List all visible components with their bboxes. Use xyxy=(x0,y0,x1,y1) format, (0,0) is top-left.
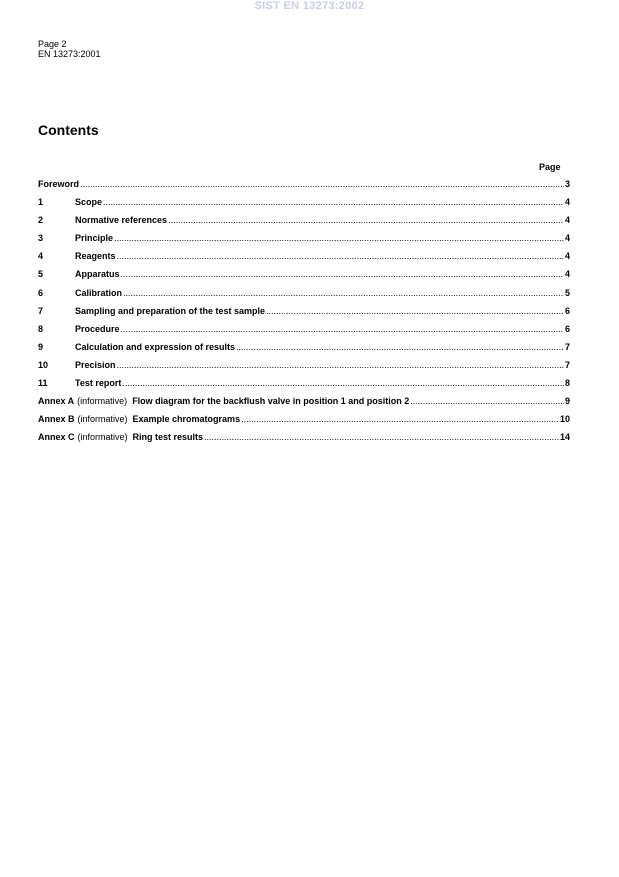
toc-entry-title: Example chromatograms xyxy=(132,414,241,425)
toc-entry-page: 8 xyxy=(564,378,570,389)
dot-leader xyxy=(103,197,564,207)
dot-leader xyxy=(117,360,564,370)
toc-entry-title: Calculation and expression of results xyxy=(75,341,236,352)
annex-label: Annex A xyxy=(38,396,75,407)
page-column-label: Page xyxy=(539,162,561,172)
dot-leader xyxy=(168,215,564,225)
toc-entry-page: 4 xyxy=(564,197,570,208)
toc-entry-1[interactable] xyxy=(38,197,570,215)
toc-entry-page: 7 xyxy=(564,341,570,352)
toc-entry-page: 7 xyxy=(564,359,570,370)
toc-entry-page: 14 xyxy=(559,432,570,443)
toc-entry-title: Ring test results xyxy=(132,432,204,443)
dot-leader xyxy=(121,324,564,334)
toc-entry-11[interactable] xyxy=(38,378,570,396)
dot-leader xyxy=(117,251,564,261)
toc-entry-number: 3 xyxy=(38,233,44,244)
toc-entry-number: 7 xyxy=(38,305,44,316)
toc-entry-2[interactable] xyxy=(38,215,570,233)
dot-leader xyxy=(80,179,564,189)
toc-entry-title: Test report xyxy=(75,378,122,389)
toc-entry-number: 4 xyxy=(38,251,44,262)
toc-entry-title: Principle xyxy=(75,233,114,244)
toc-entry-5[interactable] xyxy=(38,269,570,287)
toc-entry-title: Sampling and preparation of the test sample xyxy=(75,305,266,316)
toc-entry-number: 8 xyxy=(38,323,44,334)
toc-entry-annex-a[interactable] xyxy=(38,396,570,414)
dot-leader xyxy=(121,269,564,279)
toc-entry-title: Calibration xyxy=(75,287,123,298)
toc-entry-number: 2 xyxy=(38,215,44,226)
annex-informative-tag: (informative) xyxy=(77,414,128,425)
toc-entry-page: 10 xyxy=(559,414,570,425)
toc-entry-8[interactable] xyxy=(38,324,570,342)
toc-entry-title: Procedure xyxy=(75,323,120,334)
toc-entry-page: 4 xyxy=(564,269,570,280)
toc-entry-page: 6 xyxy=(564,323,570,334)
dot-leader xyxy=(123,288,564,298)
toc-entry-number: 1 xyxy=(38,197,44,208)
annex-label: Annex C xyxy=(38,432,75,443)
dot-leader xyxy=(122,378,564,388)
toc-entry-4[interactable] xyxy=(38,251,570,269)
annex-label: Annex B xyxy=(38,414,75,425)
dot-leader xyxy=(241,414,559,424)
dot-leader xyxy=(204,432,559,442)
dot-leader xyxy=(114,233,564,243)
toc-entry-number: 6 xyxy=(38,287,44,298)
toc-entry-title: Reagents xyxy=(75,251,116,262)
page-number-line: Page 2 xyxy=(38,39,67,49)
toc-entry-title: Apparatus xyxy=(75,269,120,280)
toc-entry-number: 9 xyxy=(38,341,44,352)
toc-entry-title: Precision xyxy=(75,359,116,370)
toc-entry-page: 4 xyxy=(564,251,570,262)
toc-entry-title: Scope xyxy=(75,197,103,208)
annex-informative-tag: (informative) xyxy=(77,432,128,443)
toc-entry-page: 4 xyxy=(564,233,570,244)
annex-informative-tag: (informative) xyxy=(77,396,128,407)
toc-entry-6[interactable] xyxy=(38,288,570,306)
toc-entry-page: 3 xyxy=(564,179,570,189)
document-id-line: EN 13273:2001 xyxy=(38,49,101,59)
toc-entry-page: 4 xyxy=(564,215,570,226)
toc-entry-annex-b[interactable] xyxy=(38,414,570,432)
page-header xyxy=(38,39,101,59)
toc-entry-page: 5 xyxy=(564,287,570,298)
toc-entry-7[interactable] xyxy=(38,306,570,324)
toc-entry-title: Normative references xyxy=(75,215,168,226)
toc-entry-title: Foreword xyxy=(38,179,80,189)
table-of-contents xyxy=(38,179,570,450)
toc-entry-9[interactable] xyxy=(38,342,570,360)
toc-entry-number: 5 xyxy=(38,269,44,280)
toc-entry-number: 11 xyxy=(38,378,48,389)
toc-entry-annex-c[interactable] xyxy=(38,432,570,450)
toc-entry-page: 9 xyxy=(564,396,570,407)
toc-entry-number: 10 xyxy=(38,359,49,370)
toc-entry-title: Flow diagram for the backflush valve in position 1 and position 2 xyxy=(132,396,410,407)
toc-entry-3[interactable] xyxy=(38,233,570,251)
contents-heading: Contents xyxy=(38,122,99,138)
dot-leader xyxy=(236,342,564,352)
toc-entry-foreword[interactable] xyxy=(38,179,570,197)
dot-leader xyxy=(266,306,564,316)
dot-leader xyxy=(410,396,564,406)
watermark: SIST EN 13273:2002 xyxy=(254,0,365,12)
toc-entry-page: 6 xyxy=(564,305,570,316)
toc-entry-10[interactable] xyxy=(38,360,570,378)
